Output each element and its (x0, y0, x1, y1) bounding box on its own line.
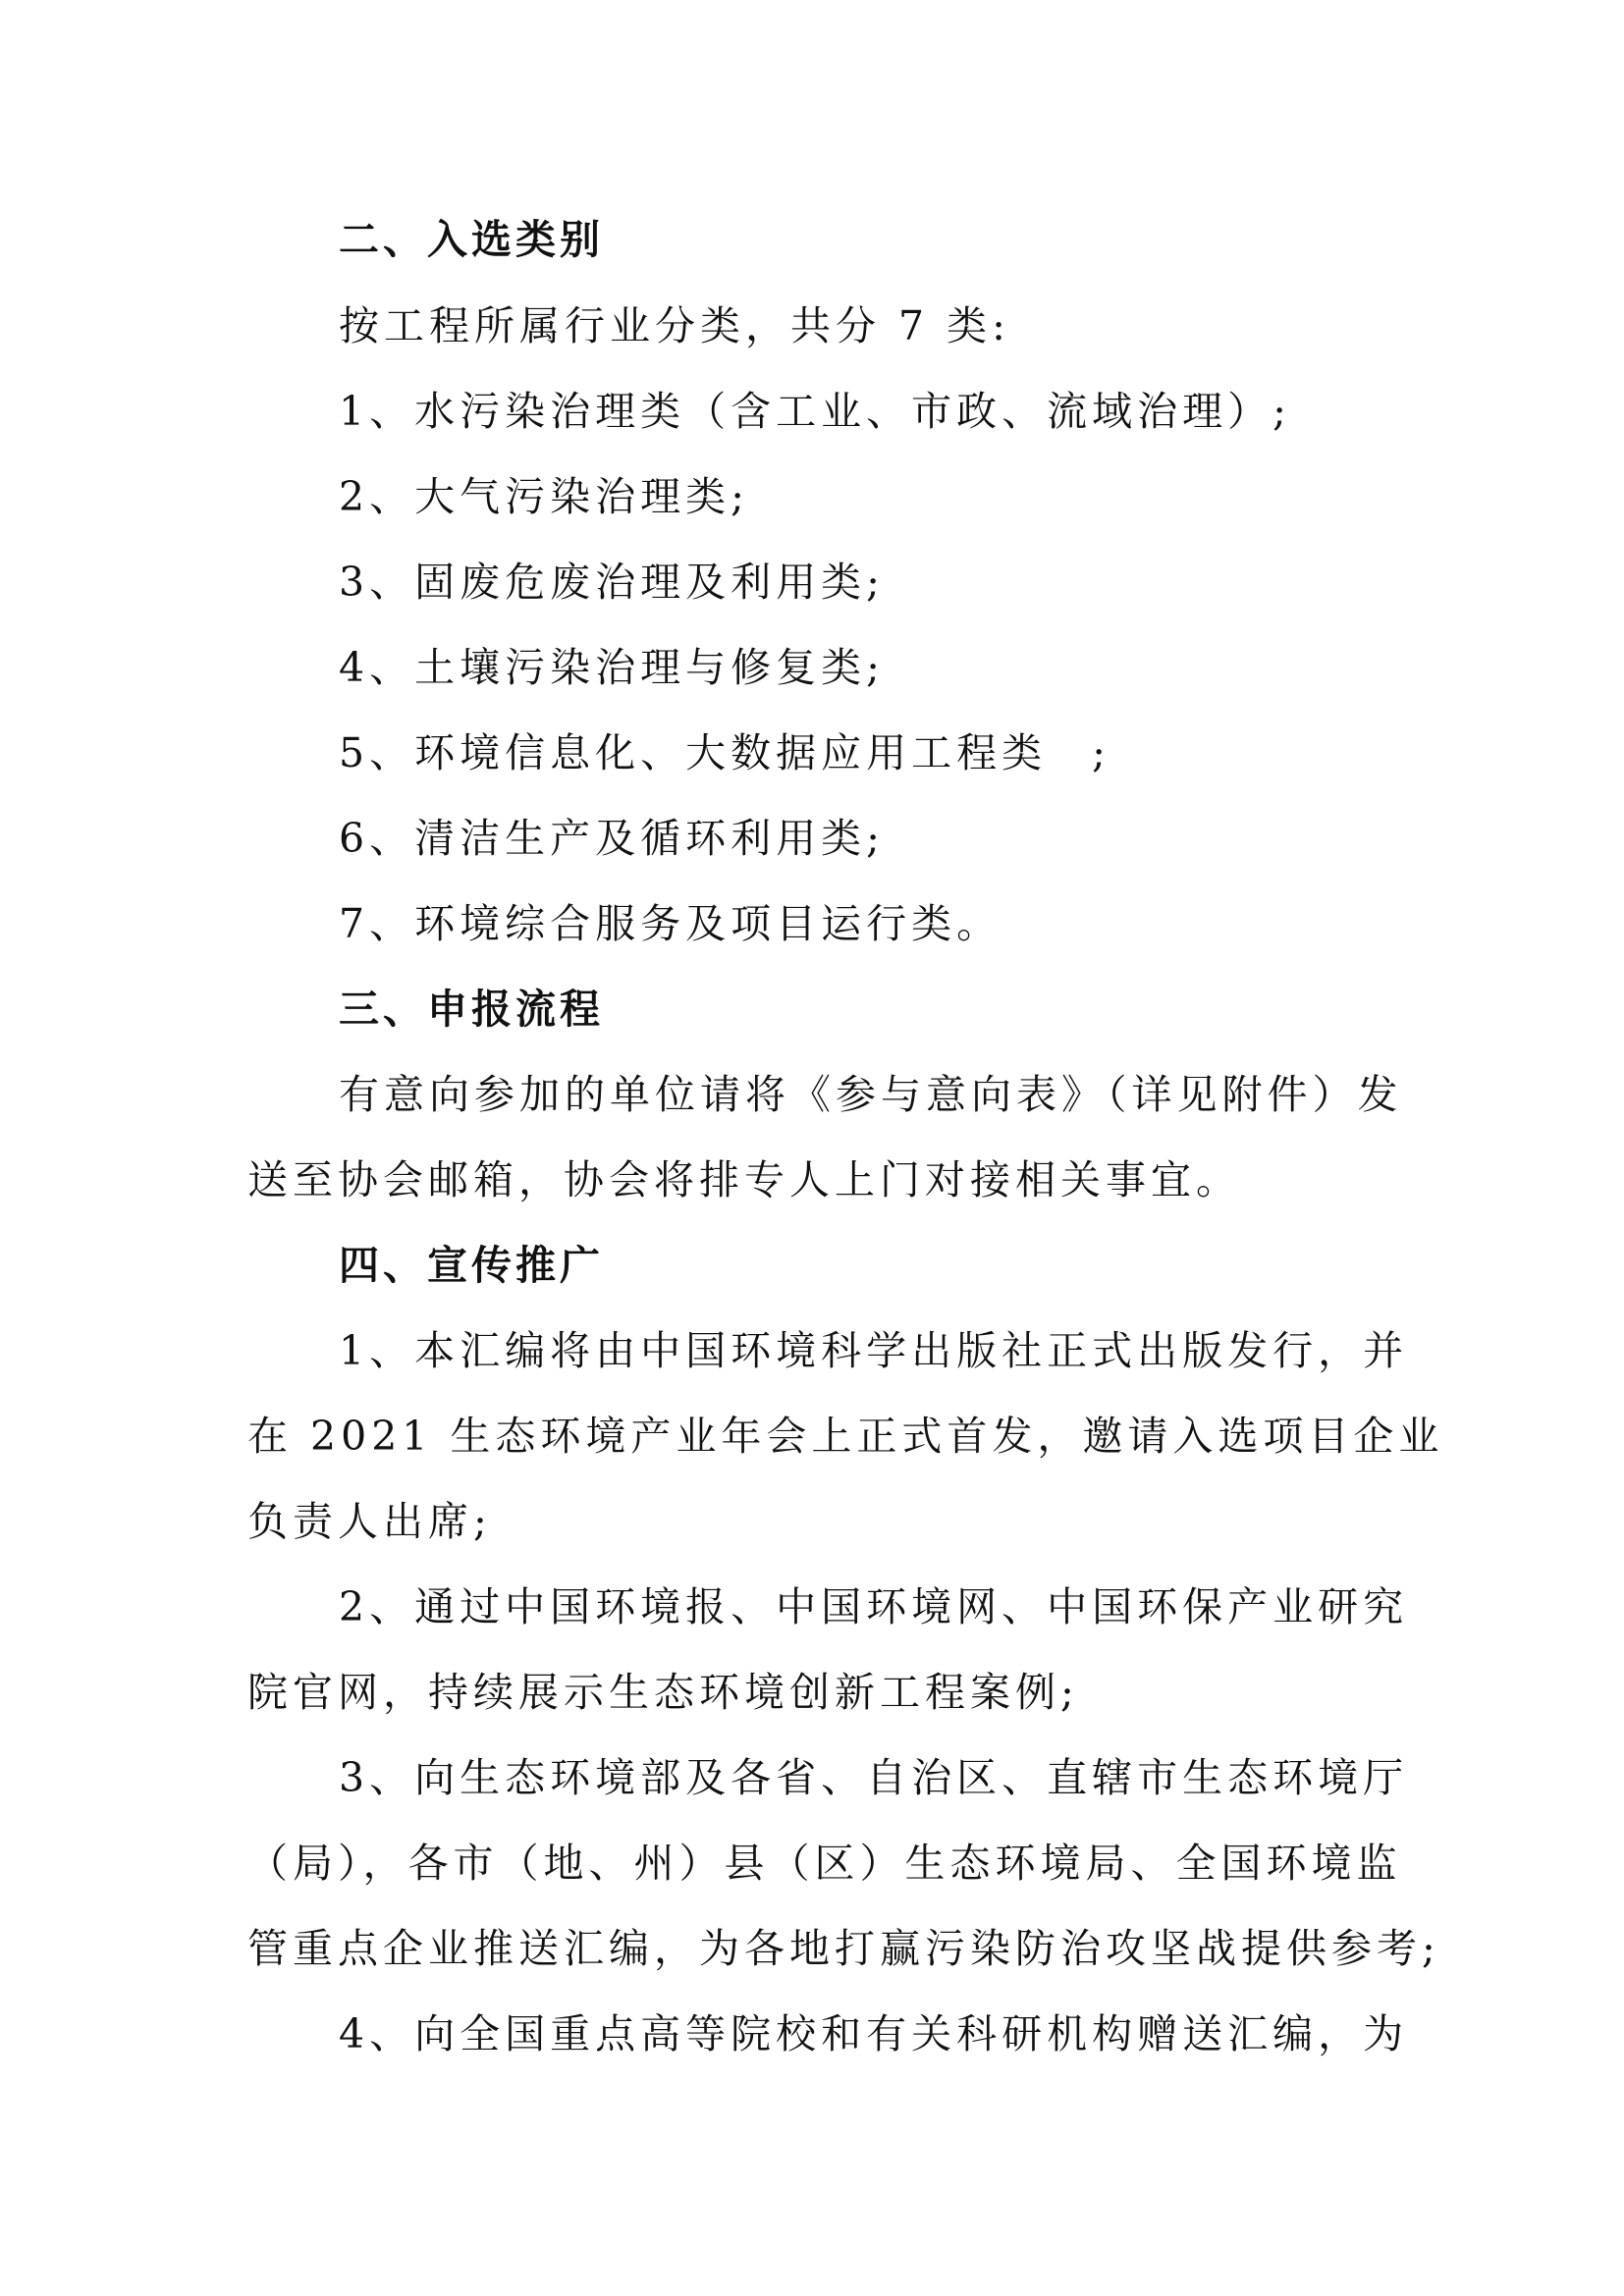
section3-paragraph-line-2: 送至协会邮箱，协会将排专人上门对接相关事宜。 (247, 1156, 1241, 1203)
category-item-2: 2、大气污染治理类; (339, 473, 749, 520)
promo-item-1-line-2: 在 2021 生态环境产业年会上正式首发，邀请入选项目企业 (247, 1413, 1444, 1460)
category-item-5: 5、环境信息化、大数据应用工程类 ; (339, 729, 1110, 776)
category-item-7: 7、环境综合服务及项目运行类。 (339, 900, 1002, 947)
promo-item-4-line-1: 4、向全国重点高等院校和有关科研机构赠送汇编，为 (339, 2010, 1409, 2057)
section3-paragraph-line-1: 有意向参加的单位请将《参与意向表》（详见附件）发 (339, 1071, 1403, 1118)
section2-intro: 按工程所属行业分类，共分 7 类: (339, 302, 1010, 349)
section-heading-3: 三、申报流程 (339, 986, 604, 1033)
promo-item-2-line-2: 院官网，持续展示生态环境创新工程案例; (247, 1669, 1079, 1716)
promo-item-3-line-1: 3、向生态环境部及各省、自治区、直辖市生态环境厅 (339, 1754, 1409, 1801)
section-heading-4: 四、宣传推广 (339, 1242, 604, 1289)
section-heading-2: 二、入选类别 (339, 216, 604, 263)
promo-item-1-line-3: 负责人出席; (247, 1498, 492, 1545)
category-item-6: 6、清洁生产及循环利用类; (339, 815, 885, 862)
category-item-4: 4、土壤污染治理与修复类; (339, 644, 885, 691)
category-item-1: 1、水污染治理类（含工业、市政、流域治理）; (339, 388, 1291, 435)
category-item-3: 3、固废危废治理及利用类; (339, 559, 885, 606)
promo-item-3-line-2: （局），各市（地、州）县（区）生态环境局、全国环境监 (247, 1840, 1402, 1887)
promo-item-2-line-1: 2、通过中国环境报、中国环境网、中国环保产业研究 (339, 1583, 1409, 1630)
promo-item-1-line-1: 1、本汇编将由中国环境科学出版社正式出版发行，并 (339, 1327, 1409, 1374)
promo-item-3-line-3: 管重点企业推送汇编，为各地打赢污染防治攻坚战提供参考; (247, 1925, 1440, 1972)
